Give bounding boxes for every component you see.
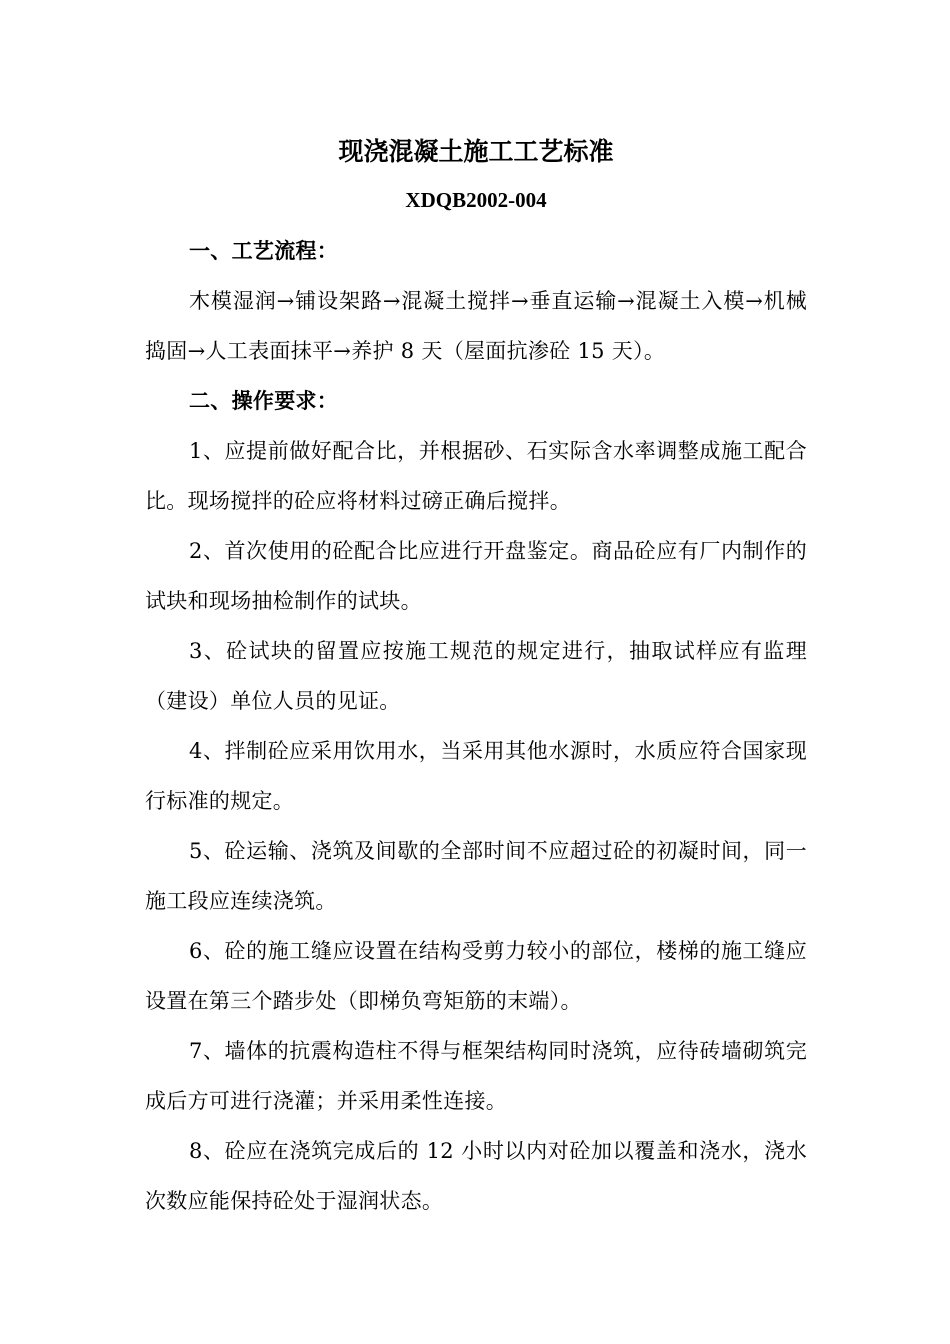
section-heading-process: 一、工艺流程： — [189, 238, 339, 263]
process-flow-text: 木模湿润→铺设架路→混凝土搅拌→垂直运输→混凝土入模→机械捣固→人工表面抹平→养护 8 天（屋面抗渗砼 15 天）。 — [145, 289, 807, 363]
requirement-item: 2、首次使用的砼配合比应进行开盘鉴定。商品砼应有厂内制作的试块和现场抽检制作的试块。 — [145, 539, 807, 613]
requirement-item: 7、墙体的抗震构造柱不得与框架结构同时浇筑，应待砖墙砌筑完成后方可进行浇灌；并采用柔性连接。 — [145, 1039, 807, 1113]
requirement-item: 3、砼试块的留置应按施工规范的规定进行，抽取试样应有监理（建设）单位人员的见证。 — [145, 639, 807, 713]
requirement-item: 6、砼的施工缝应设置在结构受剪力较小的部位，楼梯的施工缝应设置在第三个踏步处（即梯负弯矩筋的末端）。 — [145, 939, 807, 1013]
requirement-item: 8、砼应在浇筑完成后的 12 小时以内对砼加以覆盖和浇水，浇水次数应能保持砼处于湿润状态。 — [145, 1139, 807, 1213]
requirement-item: 5、砼运输、浇筑及间歇的全部时间不应超过砼的初凝时间，同一施工段应连续浇筑。 — [145, 839, 807, 913]
document-body — [145, 226, 807, 1226]
requirement-item: 4、拌制砼应采用饮用水，当采用其他水源时，水质应符合国家现行标准的规定。 — [145, 739, 807, 813]
section-heading-requirements: 二、操作要求： — [189, 388, 339, 413]
document-title: 现浇混凝土施工工艺标准 — [338, 137, 614, 166]
requirement-item: 1、应提前做好配合比，并根据砂、石实际含水率调整成施工配合比。现场搅拌的砼应将材料过磅正确后搅拌。 — [145, 439, 807, 513]
document-code: XDQB2002-004 — [405, 188, 547, 212]
